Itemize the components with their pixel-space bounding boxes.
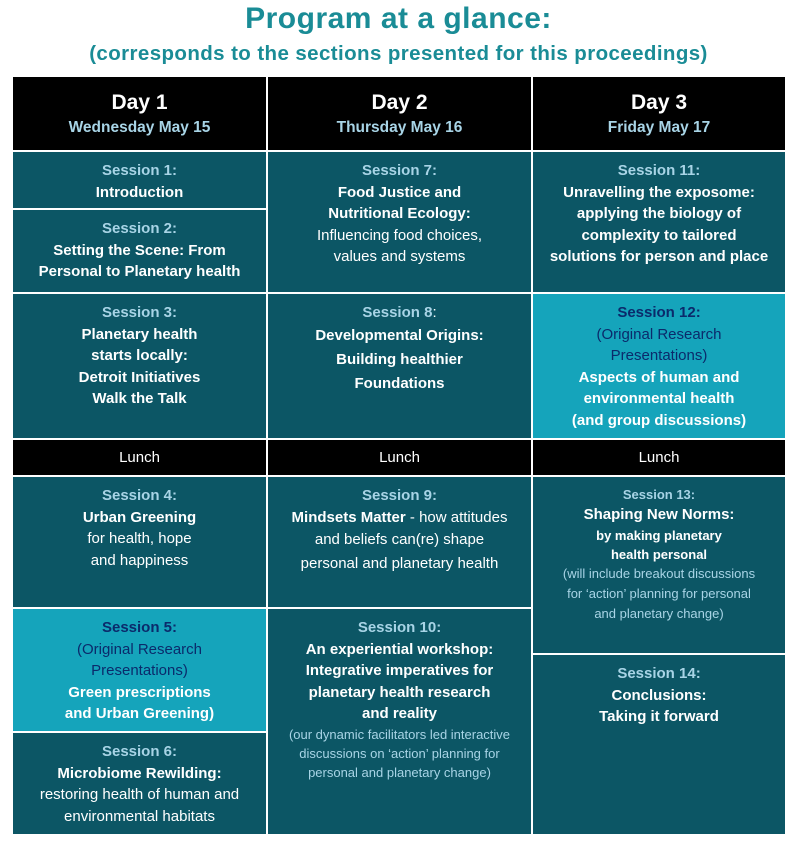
session-11-title-line1: Unravelling the exposome: [563,183,755,201]
session-13-sub-line1: by making planetary [596,527,722,543]
session-6-cell [13,733,266,834]
session-4-cell [13,477,266,607]
lunch-day3: Lunch [533,440,785,475]
session-8-label: Session 8 [362,304,433,321]
program-table [13,77,785,834]
day3-title: Day 3 [630,90,688,114]
session-11-title-line2: applying the biology of [576,205,742,222]
session-2-title-line1: Setting the Scene: From [53,241,226,259]
session-2-label: Session 2: [101,220,178,237]
day2-header [268,77,531,150]
session-5-cell [13,609,266,731]
session-10-title-line2: Integrative imperatives for [305,662,494,679]
session-7-label: Session 7: [361,162,438,179]
session-13-note-line2: for ‘action’ planning for personal [567,585,751,601]
session-10-cell [268,609,531,834]
session-8-title-line2: Building healthier [336,350,463,368]
session-9-cell [268,477,531,607]
session-7-title-line2: Nutritional Ecology: [328,205,471,222]
session-14-title-line2: Taking it forward [599,708,719,725]
session-3-cell [13,294,266,438]
session-10-note-line2: discussions on ‘action’ planning for [299,745,500,761]
session-10-note-line1: (our dynamic facilitators led interactive [288,726,511,742]
session-4-label: Session 4: [101,487,178,504]
lunch-day2: Lunch [268,440,531,475]
session-12-title-line3: (and group discussions) [571,411,747,429]
session-11-label: Session 11: [617,162,701,179]
session-3-title-line4: Walk the Talk [92,390,187,407]
session-6-desc-line1: restoring health of human and [39,786,240,803]
session-12-sub-line1: (Original Research [596,325,722,343]
session-8-cell [268,294,531,438]
day2-date: Thursday May 16 [336,118,463,136]
session-4-title: Urban Greening [82,508,197,526]
session-7-title-line1: Food Justice and [337,183,462,201]
session-14-title-line1: Conclusions: [611,686,707,704]
day1-header [13,77,266,150]
session-13-note-line1: (will include breakout discussions [562,565,756,581]
session-5-sub-line1: (Original Research [76,640,203,658]
session-3-title-line2: starts locally: [91,347,188,364]
day3-date: Friday May 17 [607,118,711,136]
day3-header [533,77,785,150]
session-5-label: Session 5: [101,619,178,636]
session-5-title-line2: and Urban Greening) [64,705,215,722]
session-9-desc-line1: - how attitudes [405,508,508,526]
session-6-desc-line2: environmental habitats [64,807,215,825]
session-1-title: Introduction [95,183,184,201]
session-1-label: Session 1: [101,162,178,179]
session-5-sub-line2: Presentations) [91,662,188,679]
session-14-label: Session 14: [617,665,701,682]
session-3-title-line1: Planetary health [81,325,198,343]
session-10-title-line4: and reality [361,705,438,722]
session-12-label: Session 12: [617,304,701,321]
session-9-title: Mindsets Matter [291,508,406,526]
session-12-title-line1: Aspects of human and [578,368,740,386]
session-13-note-line3: and planetary change) [594,605,724,621]
session-8-title-line1: Developmental Origins: [315,326,484,344]
session-12-sub-line2: Presentations) [610,347,708,364]
day2-title: Day 2 [371,90,428,114]
day1-date: Wednesday May 15 [68,118,211,136]
session-12-cell [533,294,785,438]
session-4-desc-line1: for health, hope [87,530,192,547]
page-title: Program at a glance: [245,2,552,35]
session-13-cell [533,477,785,653]
session-10-title-line1: An experiential workshop: [305,640,494,658]
day1-title: Day 1 [111,90,168,114]
session-13-title: Shaping New Norms: [583,506,735,523]
session-13-label: Session 13: [622,487,696,502]
session-10-title-line3: planetary health research [308,683,491,701]
session-8-title-line3: Foundations [354,374,445,392]
session-8-label-row [362,302,436,324]
page-subtitle: (corresponds to the sections presented for this proceedings) [89,42,708,65]
session-2-title-line2: Personal to Planetary health [38,263,241,280]
session-10-label: Session 10: [357,619,442,636]
lunch-day1: Lunch [13,440,266,475]
session-9-label: Session 9: [361,487,438,504]
session-13-sub-line2: health personal [610,546,708,562]
session-5-title-line1: Green prescriptions [68,683,211,701]
session-8-label-colon: : [432,304,437,321]
session-1-cell [13,152,266,208]
session-6-label: Session 6: [101,743,178,760]
session-3-label: Session 3: [101,304,178,321]
session-3-title-line3: Detroit Initiatives [78,368,201,386]
session-4-desc-line2: and happiness [90,551,189,569]
session-7-cell [268,152,531,292]
session-9-title-row [292,507,508,529]
session-11-title-line3: complexity to tailored [581,226,737,244]
session-7-desc-line2: values and systems [333,248,466,265]
session-12-title-line2: environmental health [583,390,735,407]
session-9-desc-line2: and beliefs can(re) shape [314,531,485,548]
session-11-title-line4: solutions for person and place [549,248,769,265]
session-9-desc-line3: personal and planetary health [300,555,499,572]
session-14-cell [533,655,785,834]
session-6-title: Microbiome Rewilding: [57,764,222,782]
session-2-cell [13,210,266,292]
session-10-note-line3: personal and planetary change) [308,764,491,780]
session-7-desc-line1: Influencing food choices, [316,226,483,244]
session-11-cell [533,152,785,292]
